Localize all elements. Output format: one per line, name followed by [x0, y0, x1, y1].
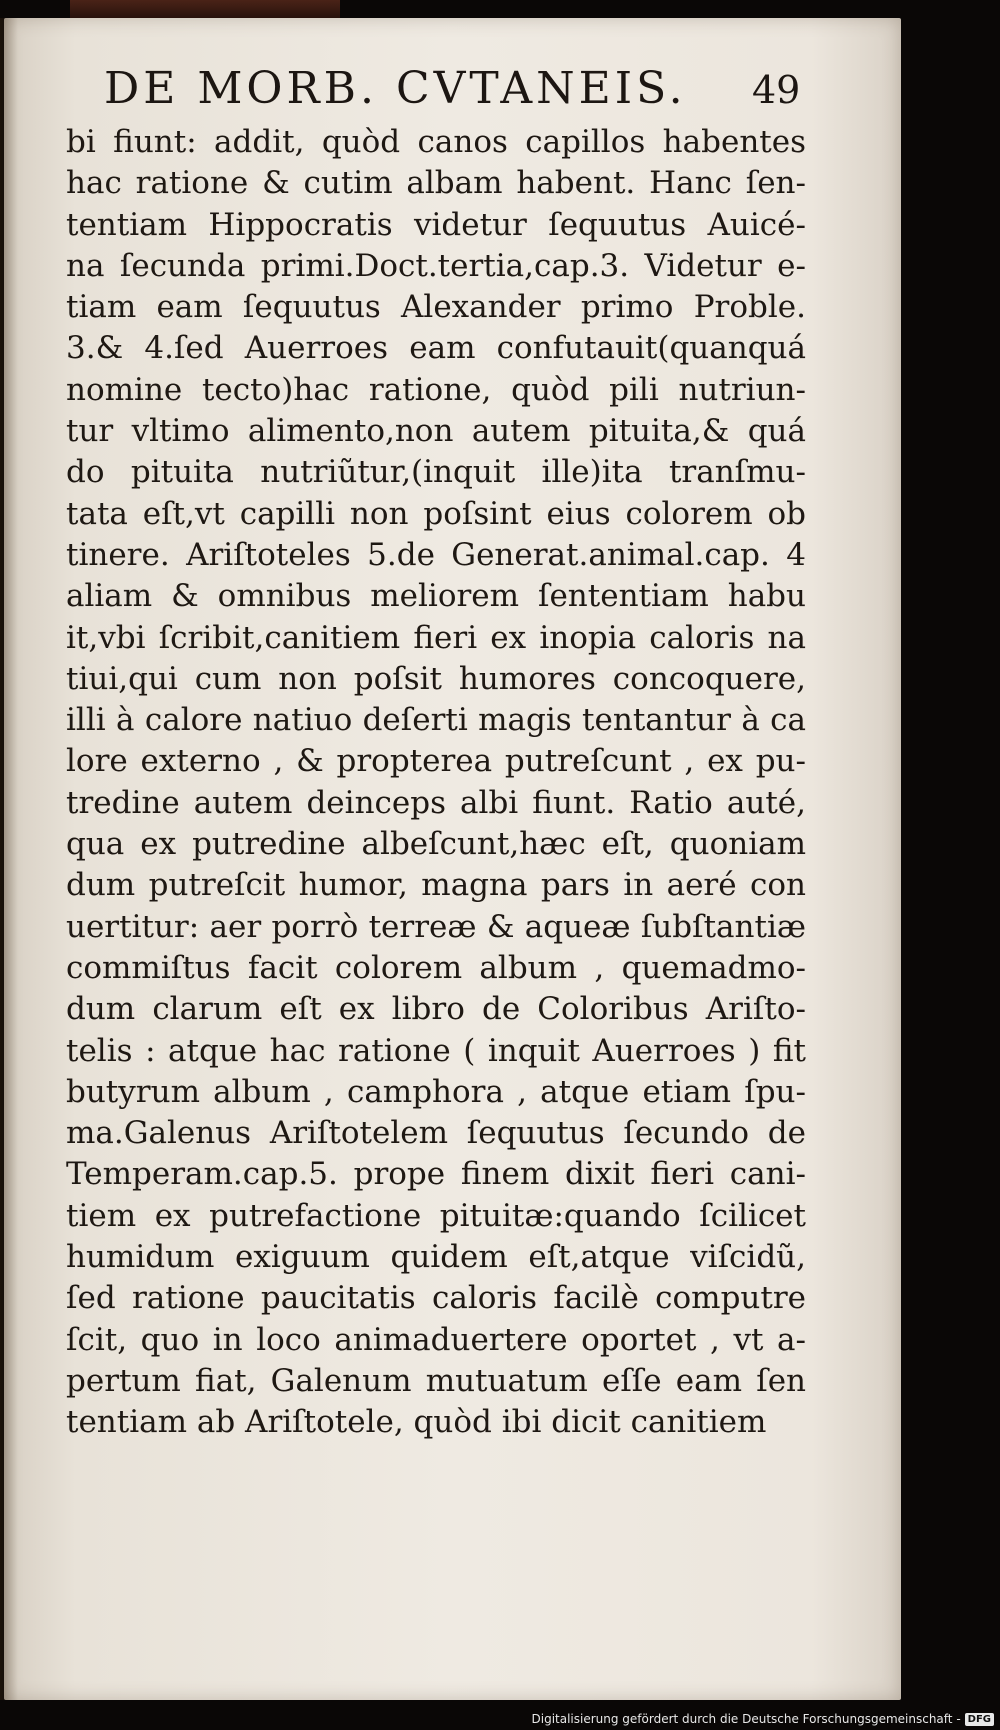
digitization-credit: Digitalisierung gefördert durch die Deutsche Forschungsgemeinschaft - [531, 1712, 961, 1726]
text-line: commiſtus facit colorem album , quemadmo- [66, 949, 806, 986]
dfg-logo: DFG [965, 1713, 994, 1726]
text-line: tiui,qui cum non poſsit humores concoquere, [66, 660, 806, 697]
text-line: bi fiunt: addit, quòd canos capillos habentes [66, 124, 806, 160]
text-line: dum clarum eſt ex libro de Coloribus Ariſto- [66, 991, 806, 1028]
text-line: ſed ratione paucitatis caloris facilè computre [66, 1280, 806, 1317]
text-line: butyrum album , camphora , atque etiam ſpu- [66, 1073, 806, 1110]
book-page [4, 18, 901, 1700]
text-line: tentiam Hippocratis videtur ſequutus Auicé- [66, 206, 806, 243]
text-line: lore externo , & propterea putreſcunt , ex pu- [66, 743, 806, 780]
text-line: hac ratione & cutim albam habent. Hanc ſen- [66, 165, 806, 202]
gutter-shadow [0, 18, 18, 1700]
text-line: it,vbi ſcribit,canitiem fieri ex inopia caloris na [66, 619, 806, 656]
text-line: 3.& 4.ſed Auerroes eam confutauit(quanquá [66, 330, 806, 367]
text-line: tinere. Ariſtoteles 5.de Generat.animal.cap. 4 [66, 536, 806, 573]
text-line: tur vltimo alimento,non autem pituita,& quá [66, 413, 806, 450]
binding-edge [70, 0, 340, 20]
text-line: tentiam ab Ariſtotele, quòd ibi dicit canitiem [66, 1404, 767, 1441]
digitization-footer [532, 1712, 995, 1726]
text-line: ma.Galenus Ariſtotelem ſequutus ſecundo de [66, 1115, 806, 1152]
text-line: dum putreſcit humor, magna pars in aeré con [66, 867, 806, 904]
text-line: nomine tecto)hac ratione, quòd pili nutriun- [66, 371, 806, 408]
running-title: DE MORB. CVTANEIS. [104, 63, 687, 114]
text-line: tiem ex putrefactione pituitæ:quando ſcilicet [66, 1197, 806, 1234]
text-line: Temperam.cap.5. prope finem dixit fieri cani- [66, 1156, 806, 1193]
text-line: do pituita nutriũtur,(inquit ille)ita tranſmu- [66, 454, 806, 491]
text-line: tredine autem deinceps albi fiunt. Ratio auté, [66, 784, 806, 821]
text-line: illi à calore natiuo deſerti magis tentantur à ca [66, 702, 806, 739]
text-line: telis : atque hac ratione ( inquit Auerroes ) fit [66, 1032, 806, 1069]
text-line: tiam eam ſequutus Alexander primo Proble. [66, 289, 806, 326]
body-text [66, 122, 806, 1444]
text-line: na ſecunda primi.Doct.tertia,cap.3. Videtur e- [66, 247, 806, 284]
text-line: qua ex putredine albeſcunt,hæc eſt, quoniam [66, 826, 806, 863]
text-line: tata eſt,vt capilli non poſsint eius colorem ob [66, 495, 806, 532]
text-line: humidum exiguum quidem eſt,atque viſcidũ, [66, 1239, 806, 1276]
page-number: 49 [752, 68, 801, 112]
text-line: ſcit, quo in loco animaduertere oportet , vt a- [66, 1321, 806, 1358]
text-line: uertitur: aer porrò terreæ & aqueæ ſubſtantiæ [66, 908, 806, 945]
text-line: pertum fiat, Galenum mutuatum eſſe eam ſen [66, 1362, 806, 1399]
text-line: aliam & omnibus meliorem ſententiam habu [66, 578, 806, 615]
